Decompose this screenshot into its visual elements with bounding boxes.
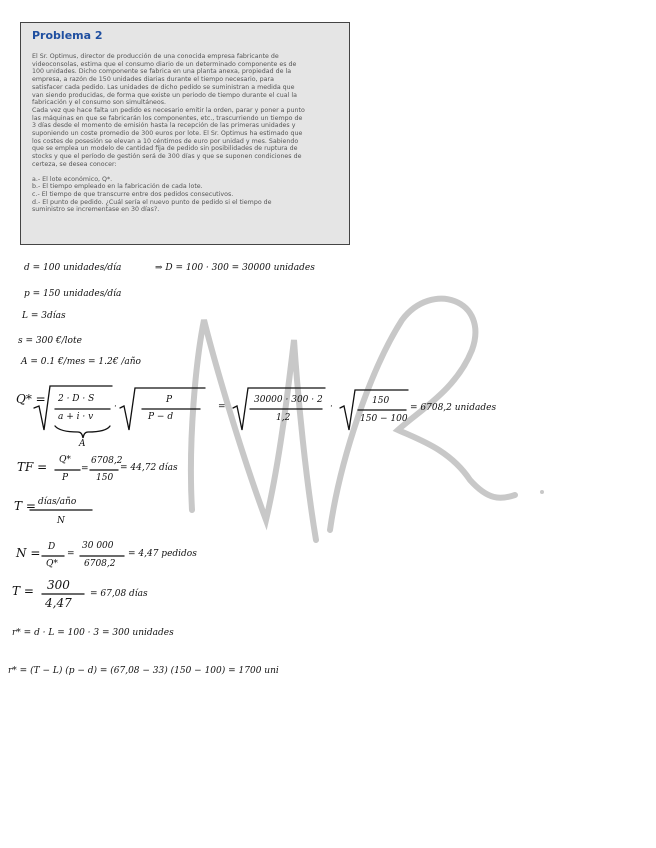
problem-body-line: van siendo producidas, de forma que existe un periodo de tiempo durante el cual la xyxy=(32,91,298,99)
hw-q-A: A xyxy=(79,439,86,449)
hw-N-den2: 6708,2 xyxy=(84,559,116,569)
hw-q-dot1: · xyxy=(114,402,117,412)
hw-N-result: = 4,47 pedidos xyxy=(128,549,197,559)
hw-T2-den: 4,47 xyxy=(45,596,72,610)
hw-tf-num: Q* xyxy=(59,455,71,465)
hw-q-sqrt2-num: P xyxy=(166,395,173,405)
hw-T2-result: = 67,08 días xyxy=(90,589,148,599)
problem-body-line: empresa, a razón de 150 unidades diarias durante el tiempo necesario, para xyxy=(32,76,274,84)
hw-r2-line: r* = (T − L) (p − d) = (67,08 − 33) (150 − 100) = 1700 uni xyxy=(8,666,279,676)
signature-watermark-icon xyxy=(170,280,550,580)
hw-T-num: días/año xyxy=(38,497,77,507)
hw-tf-den: P xyxy=(62,473,69,483)
problem-title: Problema 2 xyxy=(32,29,103,42)
problem-body-line: Cada vez que hace falta un pedido es necesario emitir la orden, parar y poner a punto xyxy=(32,106,305,114)
hw-tf-lhs: TF = xyxy=(17,460,48,474)
question-item: suministro se incrementase en 30 días?. xyxy=(32,206,160,214)
problem-body-line: los costes de posesión se elevan a 10 céntimos de euro por unidad y mes. Sabiendo xyxy=(32,137,299,145)
hw-q-result: = 6708,2 unidades xyxy=(410,403,497,413)
hw-T-lhs: T = xyxy=(14,499,36,513)
problem-body-line: satisfacer cada pedido. Las unidades de dicho pedido se suministran a medida que xyxy=(32,83,295,91)
problem-body-line: suponiendo un coste promedio de 300 euros por lote. El Sr. Optimus ha estimado que xyxy=(32,130,303,138)
hw-p-line: p = 150 unidades/día xyxy=(24,289,122,299)
hw-T2-num: 300 xyxy=(47,578,70,592)
question-list xyxy=(32,176,339,215)
problem-body-line: 100 unidades. Dicho componente se fabrica en una planta anexa, propiedad de la xyxy=(32,68,292,76)
problem-body-line: que se emplea un modelo de cantidad fija de pedido sin posibilidades de ruptura de xyxy=(32,145,298,153)
hw-q-eq: = xyxy=(218,402,226,412)
hw-T2-lhs: T = xyxy=(12,584,34,598)
question-item: b.- El tiempo empleado en la fabricación de cada lote. xyxy=(32,183,203,191)
question-item: d.- El punto de pedido. ¿Cuál sería el nuevo punto de pedido si el tiempo de xyxy=(32,198,272,206)
question-item: c.- El tiempo de que transcurre entre dos pedidos consecutivos. xyxy=(32,190,234,198)
hw-tf-num2: 6708,2 xyxy=(91,456,123,466)
hw-q-lhs: Q* = xyxy=(16,392,46,406)
problem-body-text xyxy=(32,53,339,169)
hw-N-den: Q* xyxy=(46,559,58,569)
hw-q-sqrt1-den: a + i · v xyxy=(58,412,94,422)
hw-N-lhs: N = xyxy=(16,546,41,560)
hw-q-dot2: · xyxy=(330,402,333,412)
hw-q-sqrt4-num: 150 xyxy=(372,396,390,406)
problem-body-line: stocks y que el período de gestión será de 300 días y que se suponen condiciones de xyxy=(32,153,302,161)
hw-s-line: s = 300 €/lote xyxy=(18,336,82,346)
hw-q-sqrt1-num: 2 · D · S xyxy=(58,394,95,404)
hw-A-line: A = 0.1 €/mes = 1.2€ /año xyxy=(21,357,141,367)
hw-N-num: D xyxy=(48,542,56,552)
hw-q-sqrt3-num: 30000 · 300 · 2 xyxy=(254,395,323,405)
question-item: a.- El lote económico, Q*. xyxy=(32,175,113,183)
hw-tf-result: = 44,72 días xyxy=(120,463,178,473)
hw-r-line: r* = d · L = 100 · 3 = 300 unidades xyxy=(12,628,174,638)
problem-body-line: 3 días desde el momento de emisión hasta la recepción de las primeras unidades y xyxy=(32,122,296,130)
hw-q-sqrt3-den: 1,2 xyxy=(276,413,291,423)
hw-d-line: d = 100 unidades/día xyxy=(24,263,122,273)
problem-body-line: las máquinas en que se fabricarán los componentes, etc., trascurriendo un tiempo de xyxy=(32,114,303,122)
hw-T-den: N xyxy=(57,516,65,526)
hw-tf-eq: = xyxy=(81,464,89,474)
hw-L-line: L = 3días xyxy=(22,311,66,321)
problem-statement-box xyxy=(20,22,350,245)
problem-body-line: certeza, se desea conocer: xyxy=(32,160,117,168)
hw-D-line: ⇒ D = 100 · 300 = 30000 unidades xyxy=(155,263,315,273)
problem-body-line: El Sr. Optimus, director de producción de una conocida empresa fabricante de xyxy=(32,53,279,60)
hw-tf-den2: 150 xyxy=(96,473,114,483)
problem-body-line: fabricación y el consumo son simultáneos. xyxy=(32,99,167,107)
hw-q-sqrt4-den: 150 − 100 xyxy=(360,414,408,424)
problem-body-line: videoconsolas, estima que el consumo diario de un determinado componente es de xyxy=(32,60,297,68)
hw-N-num2: 30 000 xyxy=(82,541,114,551)
hw-N-eq: = xyxy=(67,549,75,559)
hw-q-sqrt2-den: P − d xyxy=(148,412,174,422)
